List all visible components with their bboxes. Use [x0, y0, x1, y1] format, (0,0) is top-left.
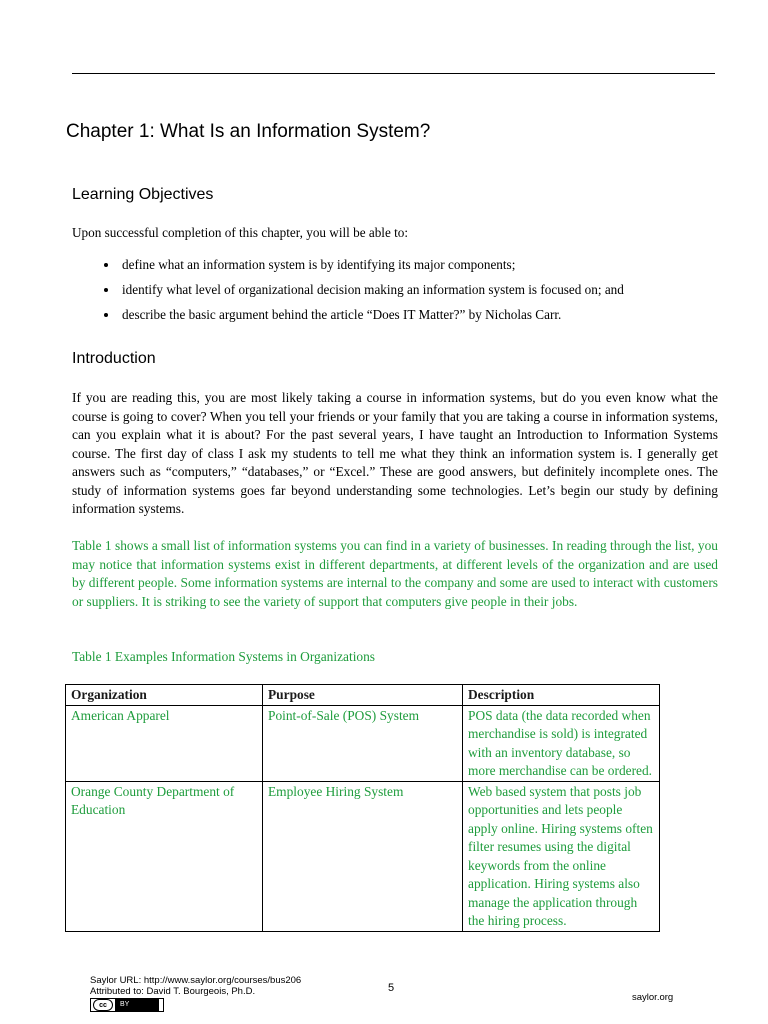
objectives-list [102, 256, 624, 331]
info-systems-table [65, 684, 660, 932]
introduction-heading: Introduction [72, 350, 156, 367]
chapter-title: Chapter 1: What Is an Information System? [66, 121, 431, 142]
footer-source [90, 975, 301, 997]
table-row [66, 705, 660, 781]
objective-item: identify what level of organizational decision making an information system is focused on; and [102, 281, 624, 306]
objective-item: describe the basic argument behind the article “Does IT Matter?” by Nicholas Carr. [102, 306, 624, 331]
cell-description: Web based system that posts job opportunities and lets people apply online. Hiring systems often filter resumes using the digital keywords from the online application. Hiring systems also manage the application through the hiring process. [463, 781, 660, 931]
cell-purpose: Employee Hiring System [263, 781, 463, 931]
footer-attribution: Attributed to: David T. Bourgeois, Ph.D. [90, 986, 256, 997]
cell-organization: American Apparel [66, 705, 263, 781]
introduction-paragraph: If you are reading this, you are most likely taking a course in information systems, but do you even know what the course is going to cover? When you tell your friends or your family that you are taking a course in information systems, can you explain what it is about? For the past several years, I have taught an Introduction to Information Systems course. The first day of class I ask my students to tell me what they think an information system is. I generally get answers such as “computers,” “databases,” or “Excel.” These are good answers, but definitely incomplete ones. The study of information systems goes far beyond understanding some technologies. Let’s begin our study by defining information systems. [72, 390, 718, 516]
learning-objectives-heading: Learning Objectives [72, 186, 214, 203]
cc-license-badge [90, 998, 164, 1012]
table-intro-paragraph: Table 1 shows a small list of information systems you can find in a variety of businesses. In reading through the list, you may notice that information systems exist in different departments, at different levels of the organization and are used by different people. Some information systems are internal to the company and some are used to interact with customers or suppliers. It is striking to see the variety of support that computers give people in their jobs. [72, 538, 718, 609]
objectives-intro: Upon successful completion of this chapter, you will be able to: [72, 225, 409, 240]
cell-organization: Orange County Department of Education [66, 781, 263, 931]
saylor-site-label: saylor.org [632, 992, 674, 1003]
header-description: Description [463, 685, 660, 706]
objective-item: define what an information system is by identifying its major components; [102, 256, 624, 281]
cell-description: POS data (the data recorded when merchandise is sold) is integrated with an inventory database, so more merchandise can be ordered. [463, 705, 660, 781]
footer-url: Saylor URL: http://www.saylor.org/courses/bus206 [90, 975, 302, 986]
cc-by-label: BY [115, 999, 159, 1011]
page-number: 5 [388, 982, 395, 994]
header-purpose: Purpose [263, 685, 463, 706]
table-header-row [66, 685, 660, 706]
table-row [66, 781, 660, 931]
cell-purpose: Point-of-Sale (POS) System [263, 705, 463, 781]
table-caption: Table 1 Examples Information Systems in Organizations [72, 649, 376, 664]
header-organization: Organization [66, 685, 263, 706]
header-rule [72, 73, 715, 74]
cc-icon: cc [93, 999, 113, 1011]
